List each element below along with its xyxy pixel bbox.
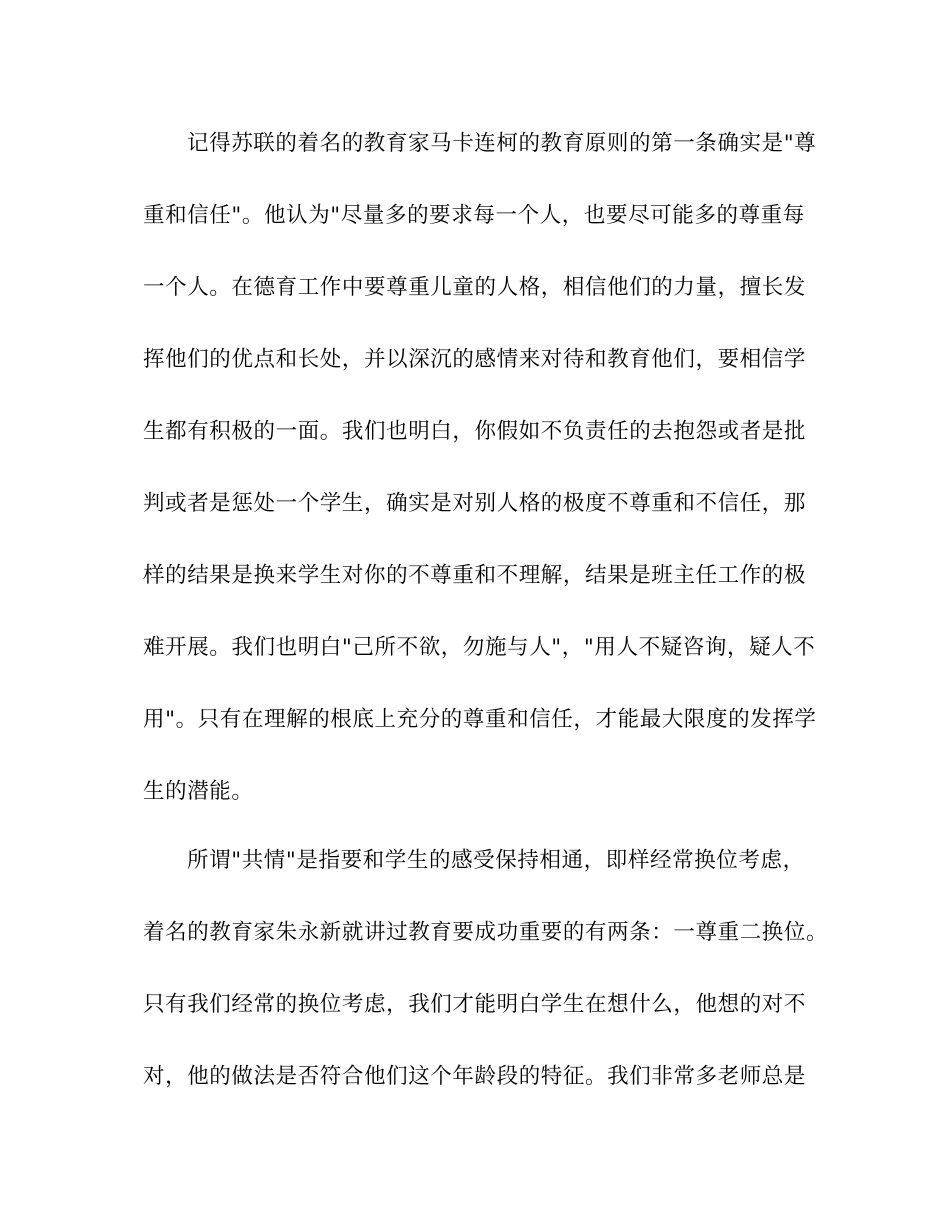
paragraph-1-line-7: 样的结果是换来学生对你的不尊重和不理解，结果是班主任工作的极 — [143, 563, 807, 588]
paragraph-1-line-2: 重和信任"。他认为"尽量多的要求每一个人，也要尽可能多的尊重每 — [143, 203, 805, 228]
paragraph-1-line-5: 生都有积极的一面。我们也明白，你假如不负责任的去抱怨或者是批 — [143, 419, 807, 444]
paragraph-1-line-6: 判或者是惩处一个学生，确实是对别人格的极度不尊重和不信任，那 — [143, 491, 807, 516]
paragraph-1-line-1: 记得苏联的着名的教育家马卡连柯的教育原则的第一条确实是"尊 — [187, 131, 817, 156]
paragraph-1-line-9: 用"。只有在理解的根底上充分的尊重和信任，才能最大限度的发挥学 — [143, 707, 817, 732]
paragraph-2-line-1: 所谓"共情"是指要和学生的感受保持相通，即样经常换位考虑， — [187, 848, 805, 873]
paragraph-2-line-2: 着名的教育家朱永新就讲过教育要成功重要的有两条：一尊重二换位。 — [143, 920, 829, 945]
paragraph-1-line-8: 难开展。我们也明白"己所不欲，勿施与人"，"用人不疑咨询，疑人不 — [143, 635, 816, 660]
paragraph-1-line-10: 生的潜能。 — [143, 779, 254, 804]
paragraph-1-line-4: 挥他们的优点和长处，并以深沉的感情来对待和教育他们，要相信学 — [143, 347, 807, 372]
paragraph-1-line-3: 一个人。在德育工作中要尊重儿童的人格，相信他们的力量，擅长发 — [143, 275, 807, 300]
paragraph-2-line-3: 只有我们经常的换位考虑，我们才能明白学生在想什么，他想的对不 — [143, 992, 807, 1017]
paragraph-2-line-4: 对，他的做法是否符合他们这个年龄段的特征。我们非常多老师总是 — [143, 1064, 807, 1089]
